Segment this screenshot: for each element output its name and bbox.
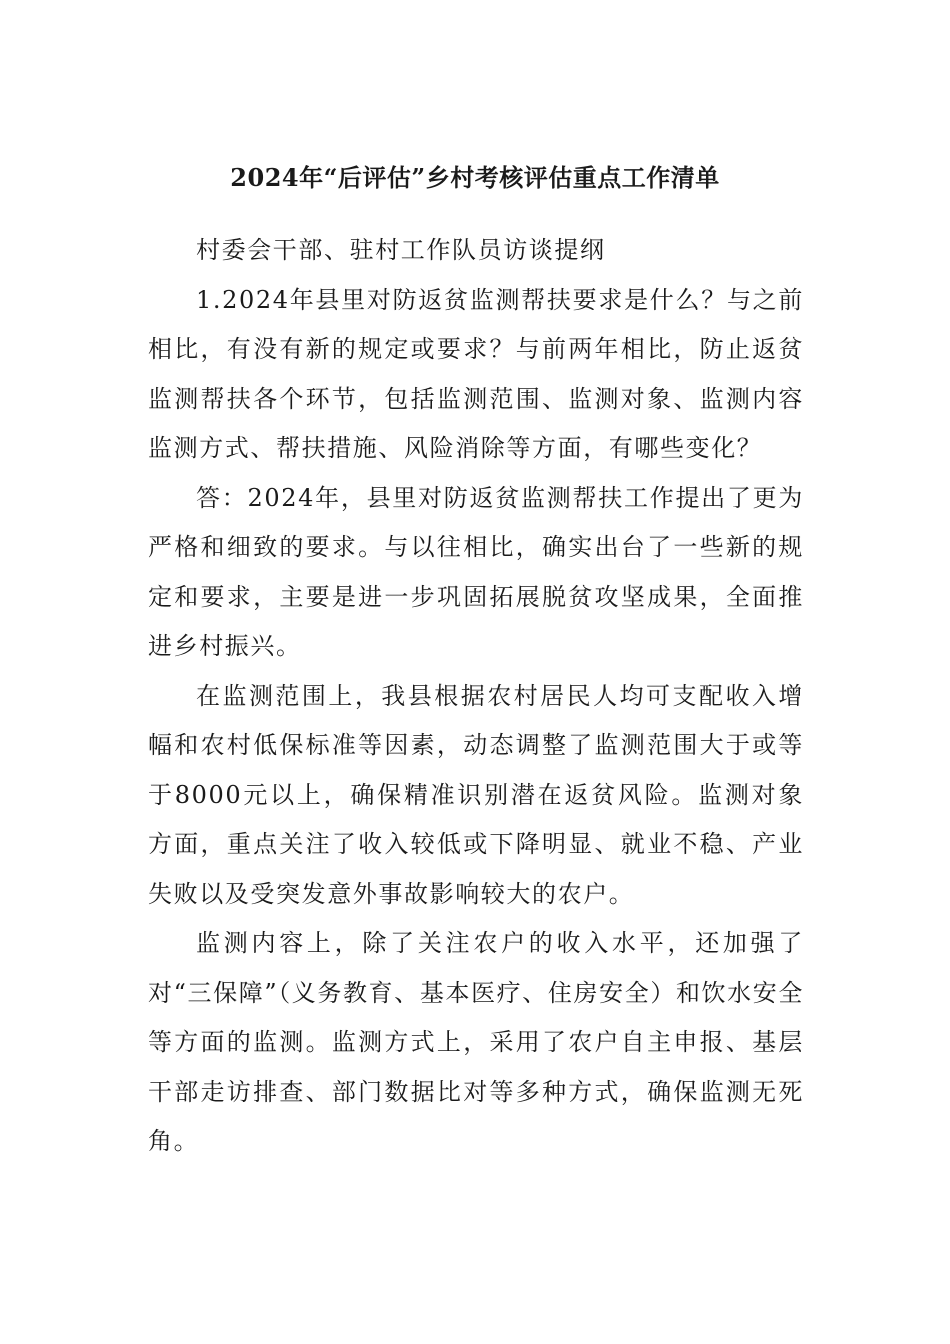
paragraph-interview-outline: 村委会干部、驻村工作队员访谈提纲 [196,236,606,264]
paragraph-monitoring-scope: 在监测范围上，我县根据农村居民人均可支配收入增幅和农村低保标准等因素，动态调整了监测范围大于或等于8000元以上，确保精准识别潜在返贫风险。监测对象方面，重点关注了收入较低或下降明显、就业不稳、产业失败以及受突发意外事故影响较大的农户。 [148,681,804,908]
paragraph-answer-intro: 答：2024年，县里对防返贫监测帮扶工作提出了更为严格和细致的要求。与以往相比，确实出台了一些新的规定和要求，主要是进一步巩固拓展脱贫攻坚成果，全面推进乡村振兴。 [148,483,804,660]
document-title: 2024年“后评估”乡村考核评估重点工作清单 [230,163,720,192]
paragraph-monitoring-content: 监测内容上，除了关注农户的收入水平，还加强了对“三保障”（义务教育、基本医疗、住房安全）和饮水安全等方面的监测。监测方式上，采用了农户自主申报、基层干部走访排查、部门数据比对等多种方式，确保监测无死角。 [148,929,804,1155]
paragraph-question-1: 1.2024年县里对防返贫监测帮扶要求是什么？与之前相比，有没有新的规定或要求？与前两年相比，防止返贫监测帮扶各个环节，包括监测范围、监测对象、监测内容监测方式、帮扶措施、风险消除等方面，有哪些变化？ [148,285,804,462]
document-body [148,226,804,1167]
